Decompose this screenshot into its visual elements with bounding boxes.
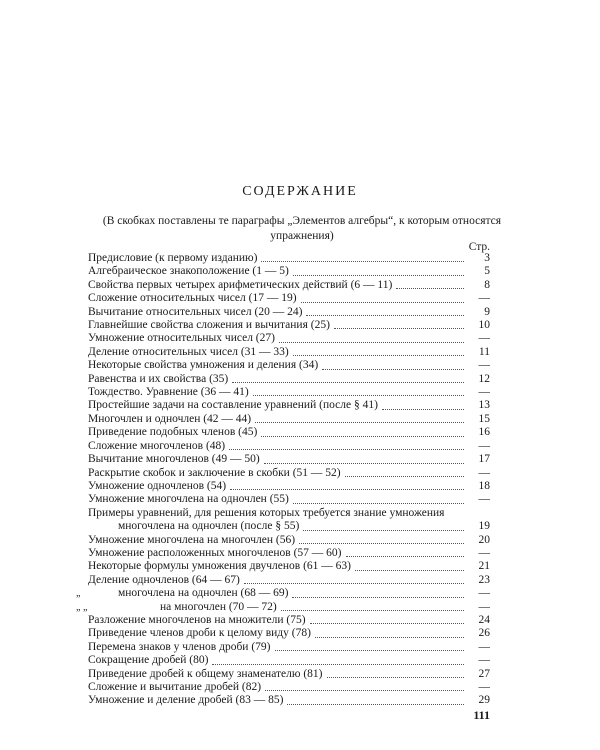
- toc-entry: [88, 306, 490, 319]
- toc-entry-text: Примеры уравнений, для решения которых требуется знание умножения: [88, 506, 445, 519]
- dot-leader: [382, 408, 464, 410]
- toc-entry: [88, 480, 490, 493]
- dot-leader: [230, 488, 464, 490]
- toc-entry-page: 11: [478, 345, 490, 358]
- toc-entry-text: Приведение подобных членов (45): [88, 426, 258, 439]
- dot-leader: [355, 569, 464, 571]
- dot-leader: [244, 582, 464, 584]
- toc-entry-text: Свойства первых четырех арифметических действий (6 — 11): [88, 278, 393, 291]
- dot-leader: [287, 703, 464, 705]
- dot-leader: [293, 274, 464, 276]
- toc-entry-page: —: [478, 292, 490, 305]
- dot-leader: [281, 609, 464, 611]
- toc-entry: [88, 467, 490, 480]
- table-of-contents: [76, 252, 490, 708]
- toc-entry-page: 16: [478, 426, 490, 439]
- toc-entry-page: 9: [484, 305, 490, 318]
- toc-entry-text: Деление относительных чисел (31 — 33): [88, 345, 289, 358]
- toc-entry-text: Перемена знаков у членов дроби (79): [88, 640, 271, 653]
- toc-entry: [88, 319, 490, 332]
- toc-entry: [88, 346, 490, 359]
- toc-entry-page: —: [478, 681, 490, 693]
- toc-entry-text: Сложение и вычитание дробей (82): [88, 681, 262, 693]
- toc-entry-page: —: [478, 546, 490, 559]
- toc-entry-text: Многочлен и одночлен (42 — 44): [88, 412, 252, 425]
- toc-entry-page: —: [478, 654, 490, 667]
- toc-entry-page: 8: [484, 278, 490, 291]
- page-column-header: Стр.: [468, 241, 490, 253]
- dot-leader: [279, 341, 464, 343]
- toc-entry: [88, 547, 490, 560]
- toc-entry-text: Умножение относительных чисел (27): [88, 332, 275, 345]
- toc-entry-page: 20: [478, 533, 490, 546]
- toc-entry-page: —: [478, 332, 490, 345]
- toc-entry: [88, 413, 490, 426]
- dot-leader: [232, 381, 464, 383]
- toc-entry-page: 10: [478, 319, 490, 332]
- toc-entry: [88, 534, 490, 547]
- dot-leader: [292, 596, 464, 598]
- toc-entry-text: Вычитание относительных чисел (20 — 24): [88, 305, 303, 318]
- toc-entry: [88, 681, 490, 694]
- toc-entry-text: многочлена на одночлен (68 — 69): [118, 587, 289, 600]
- toc-entry: [88, 292, 490, 305]
- toc-entry-page: 18: [478, 479, 490, 492]
- toc-entry: [88, 694, 490, 707]
- note-text: (В скобках поставлены те параграфы „Элементов алгебры“, к которым относятся упражнения): [102, 215, 502, 242]
- toc-entry-text: Тождество. Уравнение (36 — 41): [88, 386, 249, 399]
- toc-entry-text: Равенства и их свойства (35): [88, 372, 229, 385]
- toc-entry-text: Деление одночленов (64 — 67): [88, 573, 240, 586]
- dot-leader: [299, 542, 464, 544]
- toc-entry-page: 26: [478, 627, 490, 640]
- toc-entry-text: Разложение многочленов на множители (75): [88, 613, 306, 626]
- dot-leader: [345, 475, 464, 477]
- toc-entry: [88, 399, 490, 412]
- toc-entry-page: —: [478, 640, 490, 653]
- toc-entry-ditto: [76, 587, 490, 600]
- dot-leader: [322, 368, 464, 370]
- ditto-mark: „ „: [76, 601, 88, 613]
- toc-entry-text: на многочлен (70 — 72): [160, 600, 277, 613]
- toc-entry: [88, 560, 490, 573]
- toc-entry-text: Умножение расположенных многочленов (57 — 60): [88, 546, 342, 559]
- toc-entry-text: Главнейшие свойства сложения и вычитания (25): [88, 319, 330, 332]
- toc-entry-multiline-first: [88, 507, 490, 520]
- toc-entry-page: 3: [484, 252, 490, 264]
- toc-entry-text: Алгебраическое знакоположение (1 — 5): [88, 265, 289, 278]
- toc-entry-text: Некоторые формулы умножения двучленов (61 — 63): [88, 560, 351, 573]
- toc-entry: [88, 265, 490, 278]
- toc-entry-page: —: [478, 587, 490, 600]
- toc-entry-page: 19: [478, 520, 490, 533]
- page-number: 111: [473, 708, 490, 722]
- toc-entry: [88, 574, 490, 587]
- toc-entry-text-continued: многочлена на одночлен (после § 55): [118, 520, 300, 533]
- toc-entry-page: —: [478, 439, 490, 452]
- dot-leader: [310, 622, 464, 624]
- dot-leader: [265, 689, 464, 691]
- toc-entry: [88, 279, 490, 292]
- toc-entry-page: —: [478, 386, 490, 399]
- toc-entry: [88, 252, 490, 265]
- toc-entry-page: 27: [478, 667, 490, 680]
- toc-entry: [88, 641, 490, 654]
- dot-leader: [293, 354, 464, 356]
- dot-leader: [264, 462, 464, 464]
- toc-entry-page: —: [478, 466, 490, 479]
- toc-entry-text: Сложение многочленов (48): [88, 439, 226, 452]
- dot-leader: [334, 327, 464, 329]
- dot-leader: [261, 260, 464, 262]
- ditto-mark: „: [76, 588, 81, 600]
- toc-entry-ditto: [76, 600, 490, 614]
- toc-entry: [88, 332, 490, 345]
- toc-entry-page: 15: [478, 412, 490, 425]
- dot-leader: [327, 676, 464, 678]
- dot-leader: [315, 636, 464, 638]
- toc-entry-text: Умножение одночленов (54): [88, 479, 227, 492]
- dot-leader: [301, 301, 464, 303]
- toc-entry-text: Некоторые свойства умножения и деления (34): [88, 359, 319, 372]
- dot-leader: [212, 663, 464, 665]
- dot-leader: [261, 435, 464, 437]
- toc-entry-page: 29: [478, 694, 490, 707]
- toc-entry-text: Умножение и деление дробей (83 — 85): [88, 694, 284, 707]
- toc-entry-text: Сокращение дробей (80): [88, 654, 209, 667]
- toc-entry-page: 12: [478, 372, 490, 385]
- toc-entry-page: 5: [484, 265, 490, 278]
- toc-entry: [88, 359, 490, 372]
- toc-entry-page: 23: [478, 573, 490, 586]
- toc-entry: [88, 426, 490, 439]
- toc-entry-text: Приведение членов дроби к целому виду (78): [88, 627, 311, 640]
- toc-entry-text: Умножение многочлена на одночлен (55): [88, 493, 289, 506]
- toc-entry: [88, 627, 490, 640]
- dot-leader: [255, 421, 464, 423]
- dot-leader: [303, 529, 464, 531]
- toc-entry: [88, 614, 490, 627]
- toc-entry-page: 13: [478, 399, 490, 412]
- dot-leader: [346, 555, 465, 557]
- toc-entry: [88, 440, 490, 453]
- toc-entry-page: —: [478, 493, 490, 506]
- dot-leader: [293, 502, 464, 504]
- dot-leader: [229, 448, 464, 450]
- toc-entry-page: —: [478, 359, 490, 372]
- toc-entry-page: 17: [478, 453, 490, 466]
- toc-entry-page: —: [478, 600, 490, 613]
- toc-entry: [88, 386, 490, 399]
- toc-entry: [88, 654, 490, 667]
- dot-leader: [275, 649, 465, 651]
- toc-entry-page: 24: [478, 613, 490, 626]
- toc-entry: [88, 668, 490, 681]
- toc-entry-text: Умножение многочлена на многочлен (56): [88, 533, 296, 546]
- toc-entry-page: 21: [478, 560, 490, 573]
- dot-leader: [306, 314, 464, 316]
- toc-entry-text: Предисловие (к первому изданию): [88, 252, 258, 264]
- toc-entry-text: Раскрытие скобок и заключение в скобки (51 — 52): [88, 466, 341, 479]
- toc-entry: [88, 373, 490, 386]
- dot-leader: [253, 394, 464, 396]
- toc-entry-text: Приведение дробей к общему знаменателю (81): [88, 667, 323, 680]
- toc-entry: [88, 453, 490, 466]
- toc-entry-text: Сложение относительных чисел (17 — 19): [88, 292, 297, 305]
- toc-entry-text: Простейшие задачи на составление уравнений (после § 41): [88, 399, 378, 412]
- toc-entry: [88, 493, 490, 506]
- dot-leader: [396, 287, 464, 289]
- page-title: СОДЕРЖАНИЕ: [242, 184, 358, 199]
- toc-entry-multiline-second: [88, 520, 490, 533]
- toc-entry-text: Вычитание многочленов (49 — 50): [88, 453, 260, 466]
